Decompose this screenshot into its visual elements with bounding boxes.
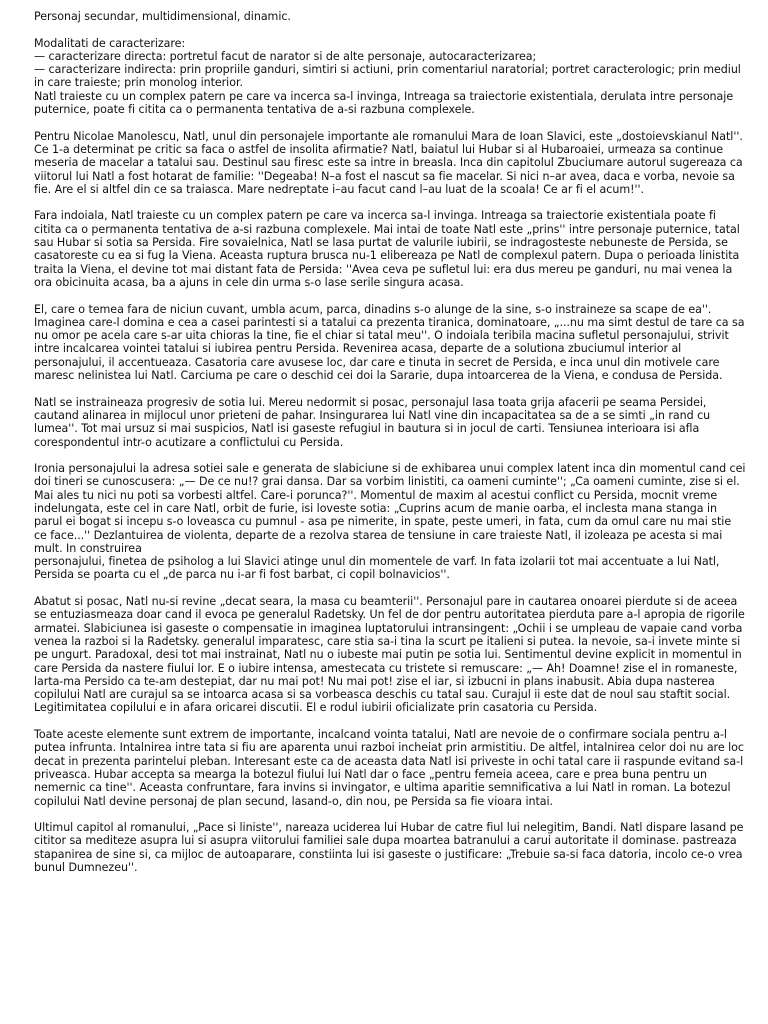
document-page (34, 10, 746, 888)
paragraph-instrainare: Natl se instraineaza progresiv de sotia lui. Mereu nedormit si posac, personajul lasa toata grija afacerii pe seama Persidei, cautand alinarea in mijlocul unor prieteni de pahar. Insingurarea lui Natl vine din incapacitatea sa de a se simti „in rand cu lumea''. Tot mai ursuz si mai suspicios, Natl isi gaseste refugiul in bautura si in jocul de carti. Tensiunea interioara isi afla corespondentul intr-o acutizare a conflictului cu Persida. (34, 395, 711, 449)
ironia-rest: personajului, finetea de psiholog a lui Slavici atinge unul din momentele de varf. In fata izolarii tot mai accentuate a lui Natl, Persida se poarta cu el „de parca nu i-ar fi fost barbat, ci copil bolnavicios''. (34, 555, 720, 582)
paragraph-ironia (34, 462, 746, 582)
modalitati-direct: — caracterizare directa: portretul facut de narator si de alte personaje, autocaracterizarea; (34, 49, 537, 63)
paragraph-elemente: Toate aceste elemente sunt extrem de importante, incalcand vointa tatalui, Natl are nevoie de o confirmare sociala pentru a-l putea infrunta. Intalnirea intre tata si fiu are aparenta unui razboi incheiat prin armistitiu. De altfel, intalnirea celor doi nu are loc decat in prezenta parintelui pleban. Interesant este ca de aceasta data Natl isi priveste in ochi tatal care ii raspunde evitand sa-l priveasca. Hubar accepta sa mearga la botezul fiului lui Natl dar o face „pentru femeia aceea, care e prea buna pentru un nemernic ca tine''. Aceasta confruntare, fara invins si invingator, e ultima aparitie semnificativa a lui Natl in roman. La botezul copilului Natl devine personaj de plan secund, lasand-o, din nou, pe Persida sa fie vioara intai. (34, 728, 744, 808)
modalitati-indirect: — caracterizare indirecta: prin propriile ganduri, simtiri si actiuni, prin comentariul naratorial; portret caracterologic; prin mediul in care traieste; prin monolog interior. (34, 63, 741, 90)
paragraph-complex-patern: Fara indoiala, Natl traieste cu un complex patern pe care va incerca sa-l invinga. Intreaga sa traiectorie existentiala poate fi citita ca o permanenta tentativa de a-si razbuna complexele. Mai intai de toate Natl este „prins'' intre personaje puternice, tatal sau Hubar si sotia sa Persida. Fire sovaielnica, Natl se lasa purtat de valurile iubirii, se indragosteste nebuneste de Persida, se casatoreste cu ea si fug la Viena. Aceasta ruptura brusca nu-1 elibereaza pe Natl de complexul patern. Dupa o perioada linistita traita la Viena, el devine tot mai distant fata de Persida: ''Avea ceva pe sufletul lui: era dus mereu pe ganduri, nu mai venea la ora obicinuita acasa, ba a ajuns in cele din urma s-o lase serile singura acasa. (34, 209, 740, 289)
modalitati-complex: Natl traieste cu un complex patern pe care va incerca sa-l invinga, Intreaga sa traiectorie existentiala, derulata intre personaje puternice, poate fi citita ca o permanenta tentativa de a-si razbuna complexele. (34, 89, 734, 117)
modalitati-block (34, 37, 746, 117)
paragraph-manolescu: Pentru Nicolae Manolescu, Natl, unul din personajele importante ale romanului Mara de Ioan Slavici, este „dostoievskianul Natl''. Ce 1-a determinat pe critic sa faca o astfel de insolita afirmatie? Natl, baiatul lui Hubar si al Hubaroaiei, urmeaza sa continue meseria de macelar a tatalui sau. Destinul sau firesc este sa intre in breasla. Inca din capitolul Zbuciumare autorul sugereaza ca viitorul lui Natl a fost hotarat de familie: ''Degeaba! N–a fost el nascut sa fie macelar. Si nici n–ar avea, daca e vorba, nevoie sa fie. Are el si altfel din ce sa traiasca. Mare nedreptate i–au facut cand l–au luat de la scoala! Ce ar fi el acum!''. (34, 129, 743, 196)
paragraph-imaginea: El, care o temea fara de niciun cuvant, umbla acum, parca, dinadins s-o alunge de la sine, s-o instraineze sa scape de ea''. Imaginea care-l domina e cea a casei parintesti si a tatalui ca prezenta tiranica, dominatoare, „...nu ma simt destul de tare ca sa nu omor pe acela care s-ar uita chioras la tine, fie el chiar si tatal meu''. O indoiala teribila macina sufletul personajului, strivit intre incalcarea vointei tatalui si iubirea pentru Persida. Revenirea acasa, departe de a solutiona zbuciumul interior al personajului, il accentueaza. Casatoria care avusese loc, dar care e tinuta in secret de Persida, e inca unul din motivele care maresc nelinistea lui Natl. Carciuma pe care o deschid cei doi la Sararie, dupa intoarcerea de la Viena, e condusa de Persida. (34, 302, 745, 383)
ironia-main: Ironia personajului la adresa sotiei sale e generata de slabiciune si de exhibarea unui complex latent inca din momentul cand cei doi tineri se cunoscusera: „— De ce nu!? grai dansa. Dar sa vorbim linistiti, ca oameni cuminte''; „Ca oameni cuminte, zise si el. Mai ales tu nici nu poti sa vorbesti altfel. Care-i porunca?''. Momentul de maxim al acestui conflict cu Persida, mocnit vreme indelungata, este cel in care Natl, orbit de furie, isi loveste sotia: „Cuprins acum de manie oarba, el inclesta mana stanga in parul ei bogat si incepu s-o loveasca cu pumnul - asa pe nimerite, in spate, peste umeri, in fata, cum da omul care nu mai stie ce face...'' Dezlantuirea de violenta, departe de a rezolva starea de tensiune in care traieste Natl, il izoleaza pe acesta si mai mult. In construirea (34, 462, 746, 555)
modalitati-heading: Modalitati de caracterizare: (34, 36, 186, 50)
paragraph-ultimul-capitol: Ultimul capitol al romanului, „Pace si liniste'', nareaza uciderea lui Hubar de catre fiul lui nelegitim, Bandi. Natl dispare lasand pe cititor sa mediteze asupra lui si asupra viitorului familiei sale dupa moartea batranului a carui autoritate il dominase. pastreaza stapanirea de sine si, ca mijloc de autoaparare, constiinta lui isi gaseste o justificare: „Trebuie sa-si faca datoria, incolo ce-o vrea bunul Dumnezeu''. (34, 821, 744, 874)
paragraph-abatut: Abatut si posac, Natl nu-si revine „decat seara, la masa cu beamterii''. Personajul pare in cautarea onoarei pierdute si de aceea se entuziasmeaza doar cand il evoca pe generalul Radetsky. Un fel de dor pentru autoritatea pierduta pare a-l apropia de rigorile armatei. Slabiciunea isi gaseste o compensatie in imaginea luptatorului intransingent: „Ochii i se umpleau de vapaie cand vorba venea la razboi si la Radetsky. generalul imparatesc, care stia sa-i tina la scurt pe italieni si putea. Ia nevoie, sa-i invete minte si pe ungurt. Paradoxal, desi tot mai instrainat, Natl nu o iubeste mai putin pe sotia lui. Sentimentul devine explicit in momentul in care Persida da nastere fiului lor. E o iubire intensa, amestecata cu tristete si remuscare: „— Ah! Doamne! zise el in romaneste, larta-ma Persido ca te-am destepiat, dar nu mai pot! Nu mai pot! zise el iar, si izbucni in plans inabusit. Abia dupa nasterea copilului Natl are curajul sa se intoarca acasa si sa vorbeasca deschis cu tatal sau. Curajul ii este dat de noul sau staftit social. Legitimitatea copilului e in afara oricarei discutii. El e rodul iubirii oficializate prin casatoria cu Persida. (34, 595, 745, 715)
intro-line: Personaj secundar, multidimensional, dinamic. (34, 10, 291, 23)
